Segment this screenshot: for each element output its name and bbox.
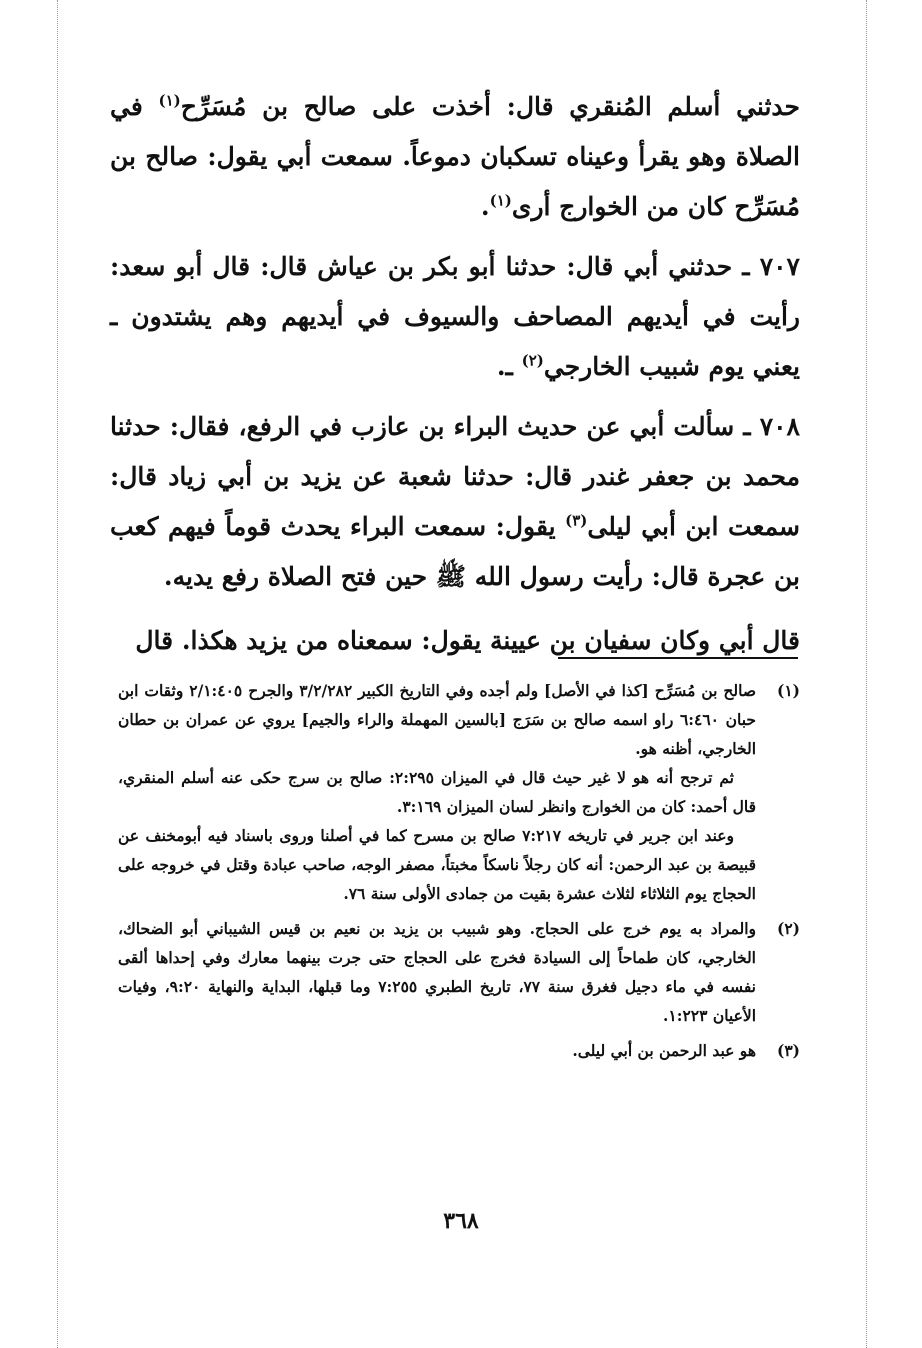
footnote-body — [118, 1036, 756, 1065]
page-number: ٣٦٨ — [443, 1208, 479, 1234]
text-segment: . — [480, 192, 490, 221]
footnote-paragraph: صالح بن مُسَرِّح [كذا في الأصل] ولم أجده وفي التاريخ الكبير ٣/٢/٢٨٢ والجرح ٢/١:٤٠٥ وثقات ابن حبان ٦:٤٦٠ راو اسمه صالح بن سَرَج [بالسين المهملة والراء والجيم] يروي عن عمران بن حطان الخارجي، أظنه هو. — [118, 681, 756, 758]
footnote-paragraph: والمراد به يوم خرج على الحجاج. وهو شبيب بن يزيد بن نعيم بن قيس الشيباني أبو الضحاك، الخارجي، كان طماحاً إلى السيادة فخرج على الحجاج حتى جرت بينهما معارك وفي إحداها ألقى نفسه في ماء دجيل فغرق سنة ٧٧، تاريخ الطبري ٧:٢٥٥ وما قبلها، البداية والنهاية ٩:٢٠، وفيات الأعيان ١:٢٢٣. — [118, 919, 756, 1025]
footnote — [118, 676, 800, 908]
text-segment: ٧٠٨ ـ سألت أبي عن حديث البراء بن عازب في الرفع، فقال: حدثنا محمد بن جعفر غندر قال: حدثنا شعبة عن يزيد بن أبي زياد قال: سمعت ابن أبي ليلى — [110, 412, 800, 541]
text-segment: في الصلاة وهو يقرأ وعيناه تسكبان دموعاً. سمعت أبي يقول: صالح بن مُسَرِّح كان من الخوارج أرى — [110, 92, 800, 221]
text-segment: قال أبي وكان سفيان بن عيينة يقول: سمعناه من يزيد هكذا. قال — [135, 626, 800, 655]
footnote-body — [118, 676, 756, 908]
footnote — [118, 914, 800, 1030]
scan-margin-dots-right — [866, 0, 867, 1348]
footnote-number: (٢) — [776, 919, 800, 938]
scan-margin-dots-left — [57, 0, 58, 1348]
text-segment: يقول: سمعت البراء يحدث قوماً فيهم كعب بن عجرة قال: رأيت رسول الله ﷺ حين فتح الصلاة رفع يديه. — [110, 512, 800, 591]
paragraph-p2 — [110, 242, 800, 392]
footnote-paragraph: وعند ابن جرير في تاريخه ٧:٢١٧ صالح بن مسرح كما في أصلنا وروى باسناد فيه أبومخنف عن قبيصة بن عبد الرحمن: أنه كان رجلاً ناسكاً مخبتاً، مصفر الوجه، صاحب عبادة وقتل في خروجه على الحجاج يوم الثلاثاء لثلاث عشرة بقيت من جمادى الأولى سنة ٧٦. — [118, 826, 756, 903]
text-segment: ٧٠٧ ـ حدثني أبي قال: حدثنا أبو بكر بن عياش قال: قال أبو سعد: رأيت في أيديهم المصاحف والسيوف في أيديهم وهم يشتدون ـ يعني يوم شبيب الخارجي — [110, 252, 800, 381]
footnote — [118, 1036, 800, 1065]
main-text — [110, 82, 800, 666]
footnote-marker: (١) — [158, 91, 181, 110]
footnote-paragraph: هو عبد الرحمن بن أبي ليلى. — [572, 1041, 756, 1060]
paragraph-p3 — [110, 402, 800, 602]
footnote-number: (١) — [776, 681, 800, 700]
footnote-marker: (١) — [489, 191, 512, 210]
footnote-body — [118, 914, 756, 1030]
footnote-separator — [558, 657, 798, 659]
footnote-marker: (٣) — [565, 511, 588, 530]
footnotes — [118, 676, 800, 1071]
footnote-marker: (٢) — [521, 351, 544, 370]
footnote-paragraph: ثم ترجح أنه هو لا غير حيث قال في الميزان ٢:٢٩٥: صالح بن سرج حكى عنه أسلم المنقري، قال أحمد: كان من الخوارج وانظر لسان الميزان ٣:١٦٩. — [118, 768, 756, 816]
text-segment: ـ. — [496, 352, 522, 381]
paragraph-p1 — [110, 82, 800, 232]
footnote-number: (٣) — [776, 1041, 800, 1060]
text-segment: حدثني أسلم المُنقري قال: أخذت على صالح بن مُسَرِّح — [180, 92, 800, 121]
